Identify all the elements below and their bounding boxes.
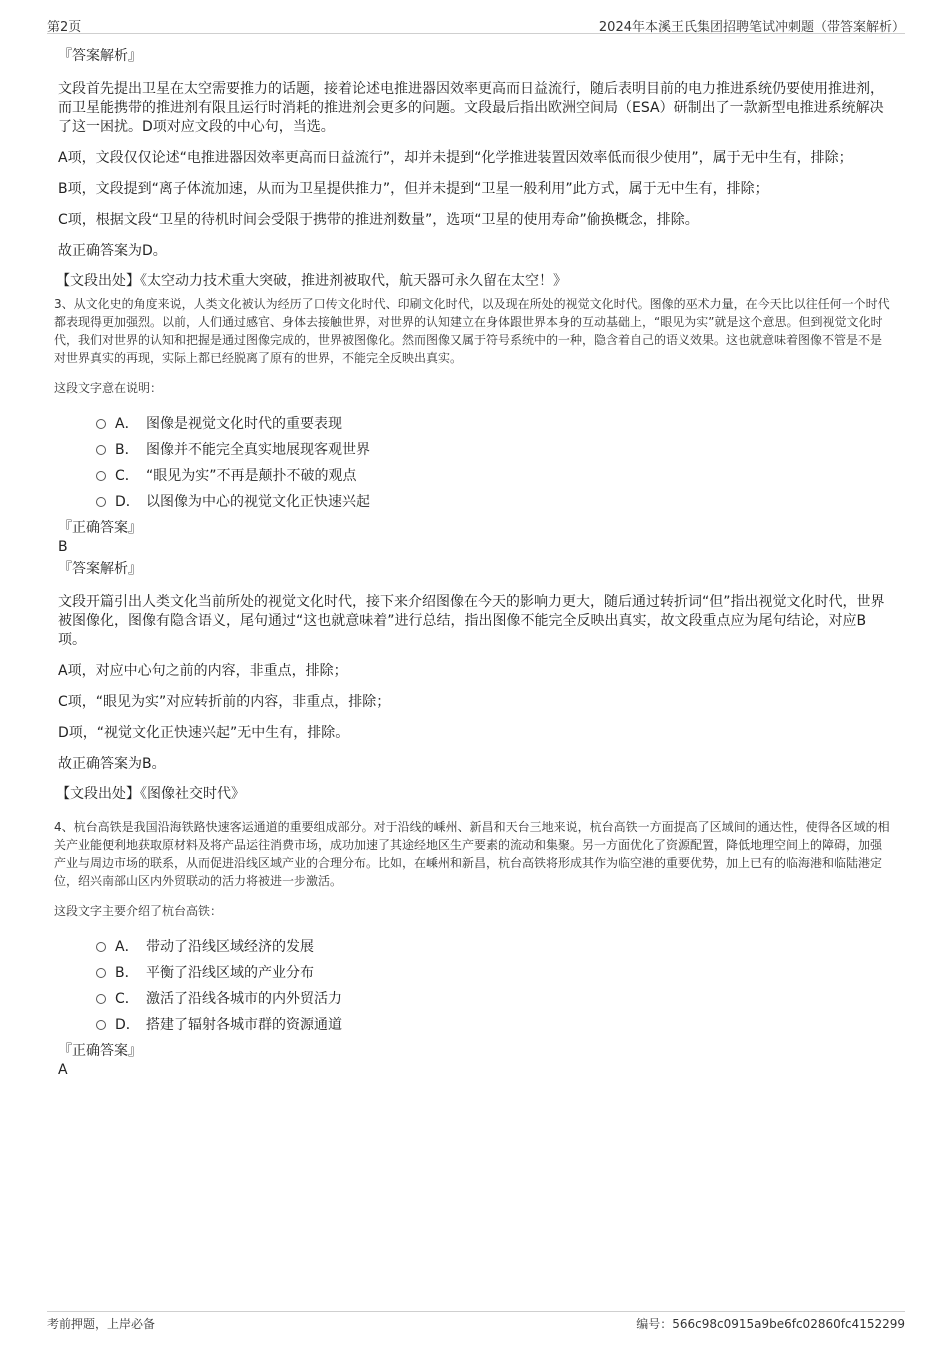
option-text: “眼见为实”不再是颠扑不破的观点 [146, 468, 357, 484]
answer-analysis-label: 『答案解析』 [58, 561, 142, 577]
option-text: 以图像为中心的视觉文化正快速兴起 [146, 494, 370, 510]
page-number: 第2页 [47, 20, 82, 35]
analysis-paragraph: C项，根据文段“卫星的待机时间会受限于携带的推进剂数量”，选项“卫星的使用寿命”偷换概念，排除。 [58, 212, 699, 228]
analysis-paragraph: A项，文段仅仅论述“电推进器因效率更高而日益流行”，却并未提到“化学推进装置因效率低而很少使用”，属于无中生有，排除； [58, 150, 853, 166]
option-letter: B． [115, 965, 139, 981]
document-title: 2024年本溪王氏集团招聘笔试冲刺题（带答案解析） [598, 20, 905, 35]
analysis-paragraph: A项，对应中心句之前的内容，非重点，排除； [58, 663, 348, 679]
option-letter: D． [115, 494, 140, 510]
analysis-paragraph: B项，文段提到“离子体流加速，从而为卫星提供推力”，但并未提到“卫星一般利用”此方式，属于无中生有，排除； [58, 181, 769, 197]
option-letter: D． [115, 1017, 140, 1033]
answer-analysis-label: 『答案解析』 [58, 48, 142, 64]
option-letter: A． [115, 939, 139, 955]
passage-source: 【文段出处】《太空动力技术重大突破，推进剂被取代，航天器可永久留在太空！》 [56, 273, 567, 289]
correct-answer-label: 『正确答案』 [58, 1043, 142, 1059]
analysis-paragraph: 文段开篇引出人类文化当前所处的视觉文化时代，接下来介绍图像在今天的影响力更大，随后通过转折词“但”指出视觉文化时代，世界被图像化，图像有隐含语义，尾句通过“这也就意味着”进行总结，指出图像不能完全反映出真实，故文段重点应为尾句结论，对应B项。 [58, 594, 885, 648]
footer-slogan: 考前押题，上岸必备 [47, 1317, 156, 1331]
radio-icon[interactable] [96, 445, 106, 455]
option-text: 平衡了沿线区域的产业分布 [146, 965, 314, 981]
radio-icon[interactable] [96, 994, 106, 1004]
analysis-conclusion: 故正确答案为D。 [58, 243, 167, 259]
option-letter: A． [115, 416, 139, 432]
option-letter: C． [115, 991, 139, 1007]
option-text: 带动了沿线区域经济的发展 [146, 939, 314, 955]
option-letter: B． [115, 442, 139, 458]
question-prompt: 这段文字意在说明： [54, 381, 163, 395]
option-text: 图像是视觉文化时代的重要表现 [146, 416, 342, 432]
option-a[interactable] [96, 934, 892, 960]
radio-icon[interactable] [96, 471, 106, 481]
option-text: 图像并不能完全真实地展现客观世界 [146, 442, 370, 458]
option-c[interactable] [96, 986, 892, 1012]
radio-icon[interactable] [96, 1020, 106, 1030]
option-d[interactable] [96, 1012, 892, 1038]
option-list [96, 934, 892, 1038]
option-b[interactable] [96, 437, 892, 463]
page-content [56, 46, 892, 1080]
question-text: 4、杭台高铁是我国沿海铁路快速客运通道的重要组成部分。对于沿线的嵊州、新昌和天台三地来说，杭台高铁一方面提高了区域间的通达性，使得各区域的相关产业能便利地获取原材料及将产品运往消费市场，成功加速了其途经地区生产要素的流动和集聚。另一方面优化了资源配置，降低地理空间上的障碍，加强产业与周边市场的联系，从而促进沿线区域产业的合理分布。比如，在嵊州和新昌，杭台高铁将形成其作为临空港的重要优势，加上已有的临海港和临陆港定位，绍兴南部山区内外贸联动的活力将被进一步激活。 [54, 820, 890, 888]
option-b[interactable] [96, 960, 892, 986]
analysis-paragraph: 文段首先提出卫星在太空需要推力的话题，接着论述电推进器因效率更高而日益流行，随后表明目前的电力推进系统仍要使用推进剂，而卫星能携带的推进剂有限且运行时消耗的推进剂会更多的问题。文段最后指出欧洲空间局（ESA）研制出了一款新型电推进系统解决了这一困扰。D项对应文段的中心句，当选。 [58, 81, 884, 135]
correct-answer-value: B [58, 539, 68, 555]
correct-answer-label: 『正确答案』 [58, 520, 142, 536]
passage-source: 【文段出处】《图像社交时代》 [56, 786, 245, 802]
option-d[interactable] [96, 489, 892, 515]
radio-icon[interactable] [96, 497, 106, 507]
option-a[interactable] [96, 411, 892, 437]
document-id: 编号：566c98c0915a9be6fc02860fc4152299 [636, 1317, 905, 1331]
radio-icon[interactable] [96, 942, 106, 952]
analysis-conclusion: 故正确答案为B。 [58, 756, 166, 772]
page-footer [47, 1311, 905, 1335]
radio-icon[interactable] [96, 419, 106, 429]
analysis-paragraph: C项，“眼见为实”对应转折前的内容，非重点，排除； [58, 694, 391, 710]
option-text: 搭建了辐射各城市群的资源通道 [146, 1017, 342, 1033]
question-prompt: 这段文字主要介绍了杭台高铁： [54, 904, 223, 918]
option-letter: C． [115, 468, 139, 484]
page-header [47, 14, 905, 34]
option-c[interactable] [96, 463, 892, 489]
analysis-paragraph: D项，“视觉文化正快速兴起”无中生有，排除。 [58, 725, 350, 741]
question-text: 3、从文化史的角度来说，人类文化被认为经历了口传文化时代、印刷文化时代，以及现在所处的视觉文化时代。图像的巫术力量，在今天比以往任何一个时代都表现得更加强烈。以前，人们通过感官、身体去接触世界，对世界的认知建立在身体跟世界本身的互动基础上，“眼见为实”就是这个意思。但到视觉文化时代，我们对世界的认知和把握是通过图像完成的，世界被图像化。然而图像又属于符号系统中的一种，隐含着自己的语义效果。这也就意味着图像不管是不是对世界真实的再现，实际上都已经脱离了原有的世界，不能完全反映出真实。 [54, 297, 890, 365]
option-list [96, 411, 892, 515]
correct-answer-value: A [58, 1062, 68, 1078]
option-text: 激活了沿线各城市的内外贸活力 [146, 991, 342, 1007]
radio-icon[interactable] [96, 968, 106, 978]
